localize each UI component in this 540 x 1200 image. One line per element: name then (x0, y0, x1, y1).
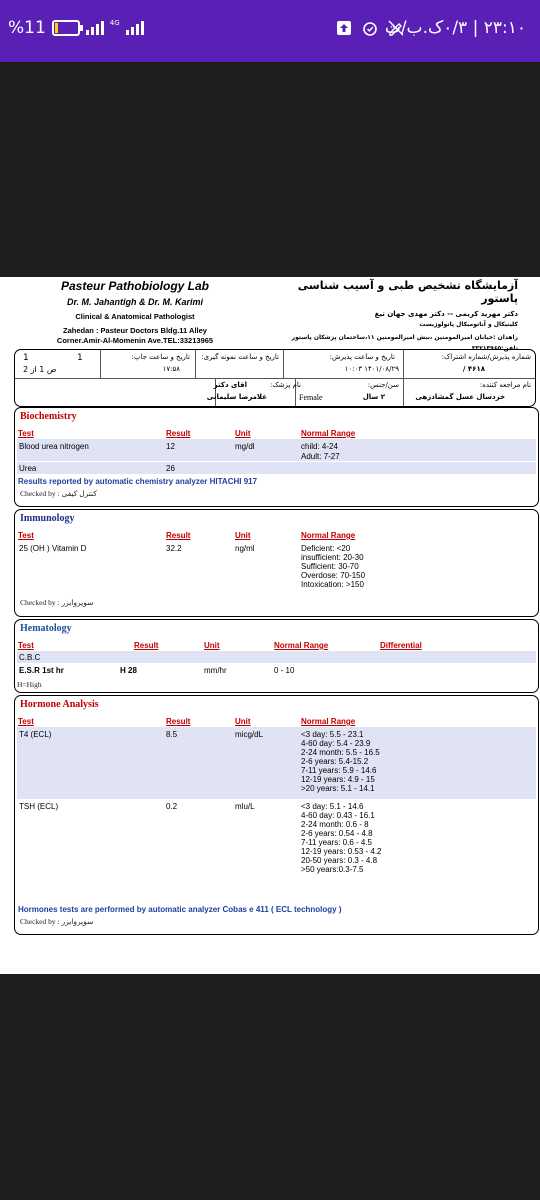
patient-info-box (14, 349, 536, 407)
lab-report-document (0, 277, 540, 974)
doctor-title: اقای دکتر (213, 381, 247, 389)
specialty-fa: کلینیکال و آناتومیکال پاتولوژیست (419, 321, 518, 328)
alarm-icon (362, 20, 378, 36)
range-list (301, 802, 382, 874)
doctors-en: Dr. M. Jahantigh & Dr. M. Karimi (66, 297, 204, 307)
col-unit: Unit (235, 717, 251, 726)
range-list (301, 544, 365, 589)
checked-by: Checked by : سوپروایزر (20, 598, 94, 607)
print-date-value: ۱۷:۵۸ (162, 365, 180, 373)
high-legend: H=High (17, 680, 42, 689)
range-line: Sufficient: 30-70 (301, 562, 359, 571)
address-en-2: Corner.Amir-Al-Momenin Ave.TEL:33213965 (56, 336, 214, 345)
test-result: H 28 (120, 666, 137, 675)
col-result: Result (166, 717, 191, 726)
checked-by: Checked by : کنترل کیفی (20, 489, 97, 498)
age-value: ۲ سال (362, 393, 385, 401)
test-unit: mm/hr (204, 666, 227, 675)
range-line: 7-11 years: 0.6 - 4.5 (301, 838, 372, 847)
range-line: <3 day: 5.5 - 23.1 (301, 730, 364, 739)
test-name: C.B.C (19, 653, 41, 662)
status-left (8, 18, 144, 38)
col-range: Normal Range (301, 531, 356, 540)
col-range: Normal Range (274, 641, 329, 650)
page-number-right: 1 (77, 353, 83, 363)
analyzer-note: Hormones tests are performed by automatic analyzer Cobas e 411 ( ECL technology ) (18, 905, 342, 914)
test-unit: micg/dL (235, 730, 264, 739)
hormone-section (14, 695, 539, 935)
test-range: 0 - 10 (274, 666, 295, 675)
range-line: 4-60 day: 5.4 - 23.9 (301, 739, 371, 748)
reception-date-label: تاریخ و ساعت پذیرش: (329, 353, 395, 361)
lab-name-fa: آزمایشگاه تشخیص طبی و آسیب شناسی پاستور (297, 279, 518, 305)
doctor-label: نام پزشک: (270, 381, 301, 389)
col-unit: Unit (235, 429, 251, 438)
reception-value: ۴۶۱۸ / (462, 365, 485, 373)
test-name: Blood urea nitrogen (19, 442, 89, 451)
age-sex-label: سن/جنس: (367, 381, 399, 389)
hematology-section (14, 619, 539, 693)
checked-by: Checked by : سوپروایزر (20, 917, 94, 926)
header-persian (258, 279, 518, 352)
phone-fa: تلفن:۳۳۲۱۳۹۶۵ (471, 345, 518, 352)
reception-date-value: ۱۴۰۱/۰۸/۲۹ ۱۰:۰۳ (344, 365, 399, 373)
header-english (20, 279, 250, 346)
address-en-1: Zahedan : Pasteur Doctors Bldg.11 Alley (63, 326, 207, 335)
range-line: 12-19 years: 0.53 - 4.2 (301, 847, 382, 856)
range-line: 4-60 day: 0.43 - 16.1 (301, 811, 375, 820)
test-result: 12 (166, 442, 175, 451)
col-test: Test (18, 641, 34, 650)
signal-icon-2 (126, 21, 144, 35)
range-line: >50 years:0.3-7.5 (301, 865, 364, 874)
test-unit: mlu/L (235, 802, 255, 811)
reception-label: شماره پذیرش/شماره اشتراک: (441, 353, 531, 361)
col-result: Result (166, 429, 191, 438)
range-line: insufficient: 20-30 (301, 553, 364, 562)
col-range: Normal Range (301, 429, 356, 438)
col-test: Test (18, 429, 34, 438)
test-result: 8.5 (166, 730, 178, 739)
specialty-en: Clinical & Anatomical Pathologist (75, 312, 195, 321)
range-list (301, 730, 380, 793)
range-line: Deficient: <20 (301, 544, 351, 553)
col-unit: Unit (235, 531, 251, 540)
network-type: 4G (109, 19, 120, 27)
immunology-title: Immunology (20, 513, 75, 524)
col-result: Result (166, 531, 191, 540)
col-result: Result (134, 641, 159, 650)
doctor-value: غلامرضا سلیمانی (206, 393, 267, 401)
test-name: T4 (ECL) (19, 730, 52, 739)
bottom-area (0, 974, 540, 1200)
range-line: 2-24 month: 0.6 - 8 (301, 820, 369, 829)
col-test: Test (18, 717, 34, 726)
test-range: Adult: 7-27 (301, 452, 340, 461)
range-line: 2-6 years: 5.4-15.2 (301, 757, 369, 766)
doctors-fa: دکتر مهرید کریمی -- دکتر مهدی جهان تیغ (374, 310, 518, 318)
test-name: TSH (ECL) (19, 802, 59, 811)
hormone-title: Hormone Analysis (20, 699, 99, 710)
col-differential: Differential (380, 641, 422, 650)
immunology-section (14, 509, 539, 617)
range-line: 2-24 month: 5.5 - 16.5 (301, 748, 380, 757)
sex-value: Female (299, 393, 323, 402)
range-line: 20-50 years: 0.3 - 4.8 (301, 856, 378, 865)
test-unit: ng/ml (235, 544, 255, 553)
test-name: Urea (19, 464, 37, 473)
battery-icon (52, 20, 80, 36)
col-test: Test (18, 531, 34, 540)
page-of: ص 1 از 2 (23, 365, 57, 374)
range-line: <3 day: 5.1 - 14.6 (301, 802, 364, 811)
analyzer-note: Results reported by automatic chemistry analyzer HITACHI 917 (18, 477, 258, 486)
range-line: 7-11 years: 5.9 - 14.6 (301, 766, 377, 775)
patient-name-label: نام مراجعه کننده: (479, 381, 531, 389)
test-range: child: 4-24 (301, 442, 338, 451)
address-fa: زاهدان :خیابان امیرالمومنین ،نبش امیرالمومنین ۱۱،ساختمان پزشکان پاستور (291, 334, 518, 341)
battery-percent: %11 (8, 18, 46, 38)
col-range: Normal Range (301, 717, 356, 726)
test-name: E.S.R 1st hr (19, 666, 64, 675)
status-bar (0, 0, 540, 62)
range-line: Intoxication: >150 (301, 580, 364, 589)
col-unit: Unit (204, 641, 220, 650)
upload-icon (336, 20, 352, 36)
range-line: 12-19 years: 4.9 - 15 (301, 775, 375, 784)
page-number: 1 (23, 353, 29, 363)
biochemistry-section (14, 407, 539, 507)
signal-icon (86, 21, 104, 35)
status-time: ۲۳:۱۰ | ۰/۳ک.ب/ث (384, 18, 526, 38)
test-result: 26 (166, 464, 175, 473)
hematology-title: Hematology (20, 623, 72, 634)
biochemistry-title: Biochemistry (20, 411, 77, 422)
range-line: Overdose: 70-150 (301, 571, 366, 580)
test-result: 0.2 (166, 802, 178, 811)
range-line: 2-6 years: 0.54 - 4.8 (301, 829, 373, 838)
print-date-label: تاریخ و ساعت جاپ: (131, 353, 190, 361)
test-name: 25 (OH ) Vitamin D (19, 544, 87, 553)
test-result: 32.2 (166, 544, 182, 553)
lab-name-en: Pasteur Pathobiology Lab (60, 279, 210, 293)
patient-name-value: خردسال عسل گمشادزهی (415, 393, 505, 401)
test-unit: mg/dl (235, 442, 255, 451)
range-line: >20 years: 5.1 - 14.1 (301, 784, 375, 793)
sample-date-label: تاریخ و ساعت نمونه گیری: (201, 353, 279, 361)
